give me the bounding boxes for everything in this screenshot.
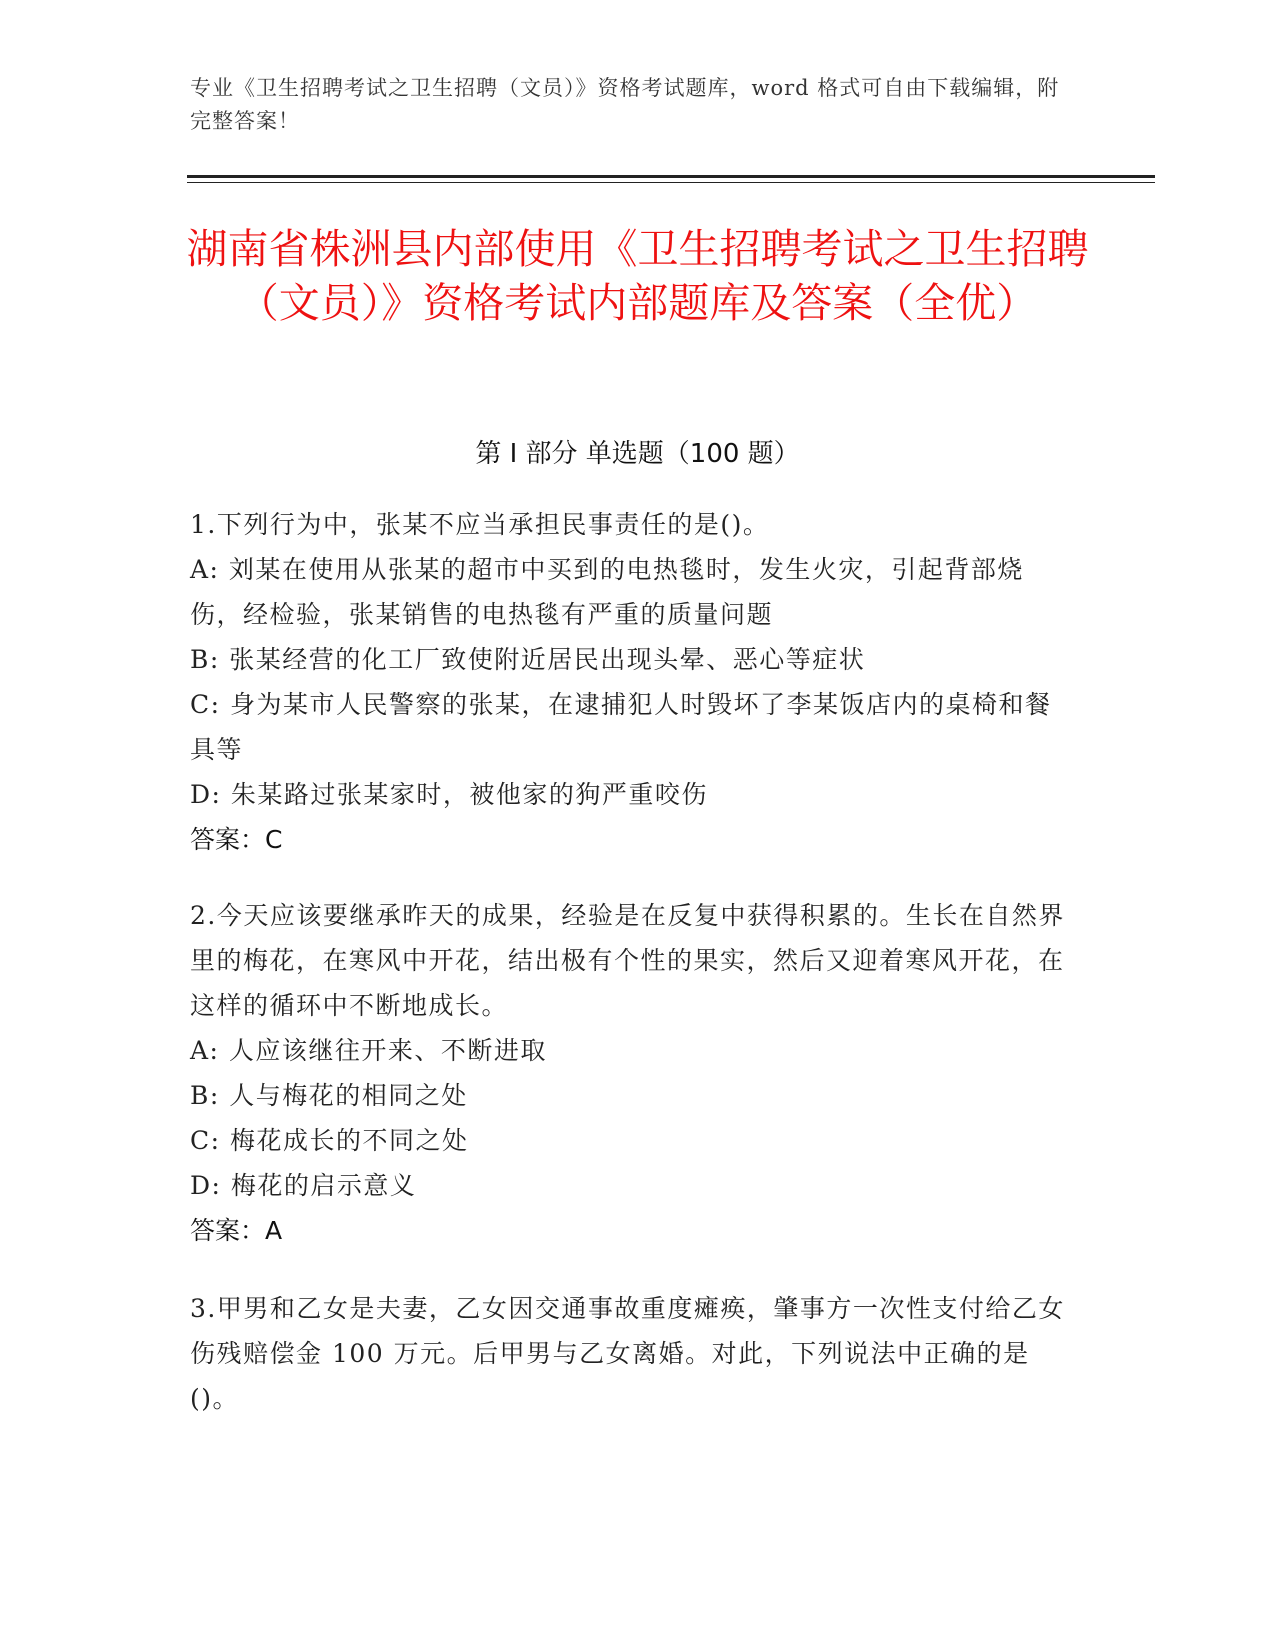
question-2	[190, 893, 1075, 1253]
option-d: D: 朱某路过张某家时，被他家的狗严重咬伤	[190, 780, 708, 809]
section-heading: 第 I 部分 单选题（100 题）	[475, 439, 800, 469]
option-d: D: 梅花的启示意义	[190, 1171, 417, 1200]
option-c: C: 身为某市人民警察的张某，在逮捕犯人时毁坏了李某饭店内的桌椅和餐具等	[190, 690, 1052, 764]
header-rule-thin	[187, 182, 1155, 183]
option-c: C: 梅花成长的不同之处	[190, 1126, 469, 1155]
option-a: A: 刘某在使用从张某的超市中买到的电热毯时，发生火灾，引起背部烧伤，经检验，张某销售的电热毯有严重的质量问题	[190, 555, 1024, 629]
question-text: 1.下列行为中，张某不应当承担民事责任的是()。	[190, 510, 770, 539]
question-text: 2.今天应该要继承昨天的成果，经验是在反复中获得积累的。生长在自然界里的梅花，在寒风中开花，结出极有个性的果实，然后又迎着寒风开花，在这样的循环中不断地成长。	[190, 901, 1065, 1020]
header-note: 专业《卫生招聘考试之卫生招聘（文员）》资格考试题库，word 格式可自由下载编辑，附完整答案！	[190, 76, 1060, 133]
option-a: A: 人应该继往开来、不断进取	[190, 1036, 547, 1065]
answer: 答案：C	[190, 825, 283, 854]
question-1	[190, 502, 1075, 862]
option-b: B: 张某经营的化工厂致使附近居民出现头晕、恶心等症状	[190, 645, 866, 674]
question-3	[190, 1286, 1075, 1421]
option-b: B: 人与梅花的相同之处	[190, 1081, 468, 1110]
header-rule-thick	[187, 175, 1155, 178]
question-text: 3.甲男和乙女是夫妻，乙女因交通事故重度瘫痪，肇事方一次性支付给乙女伤残赔偿金 100 万元。后甲男与乙女离婚。对此，下列说法中正确的是()。	[190, 1294, 1065, 1413]
document-title: 湖南省株洲县内部使用《卫生招聘考试之卫生招聘（文员）》资格考试内部题库及答案（全优）	[186, 225, 1089, 327]
answer: 答案：A	[190, 1216, 283, 1245]
